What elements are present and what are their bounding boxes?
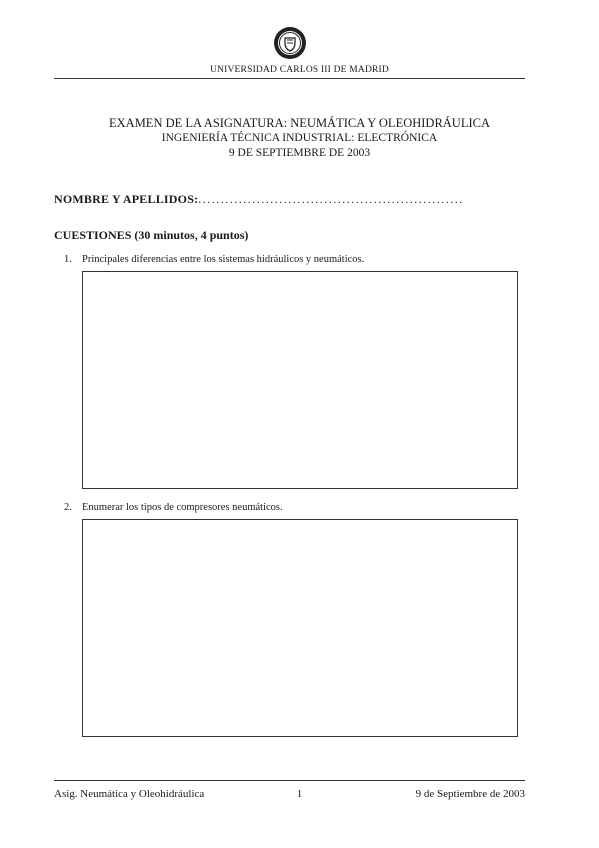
name-field-label: NOMBRE Y APELLIDOS:: [54, 192, 199, 206]
header-rule: [54, 78, 525, 79]
university-name: UNIVERSIDAD CARLOS III DE MADRID: [210, 65, 389, 75]
answer-box-2[interactable]: [82, 519, 518, 737]
footer-rule: [54, 780, 525, 781]
question-number: 1.: [64, 254, 72, 265]
answer-box-1[interactable]: [82, 271, 518, 489]
exam-degree: INGENIERÍA TÉCNICA INDUSTRIAL: ELECTRÓNICA: [161, 132, 438, 144]
footer-date: 9 de Septiembre de 2003: [415, 788, 525, 800]
question-1: [64, 254, 364, 265]
exam-title: EXAMEN DE LA ASIGNATURA: NEUMÁTICA Y OLEOHIDRÁULICA: [109, 116, 490, 130]
page-number: 1: [296, 788, 303, 800]
question-2: [64, 502, 283, 513]
question-text: Enumerar los tipos de compresores neumáticos.: [82, 502, 283, 513]
question-text: Principales diferencias entre los sistemas hidráulicos y neumáticos.: [82, 254, 365, 265]
section-title: CUESTIONES (30 minutos, 4 puntos): [54, 228, 249, 242]
question-number: 2.: [64, 502, 72, 513]
name-field-dots: ...........................................................: [198, 192, 464, 206]
footer-course: Asig. Neumática y Oleohidráulica: [54, 788, 205, 800]
university-seal-icon: [273, 26, 307, 60]
name-field[interactable]: [54, 192, 464, 207]
exam-date: 9 DE SEPTIEMBRE DE 2003: [228, 147, 371, 159]
